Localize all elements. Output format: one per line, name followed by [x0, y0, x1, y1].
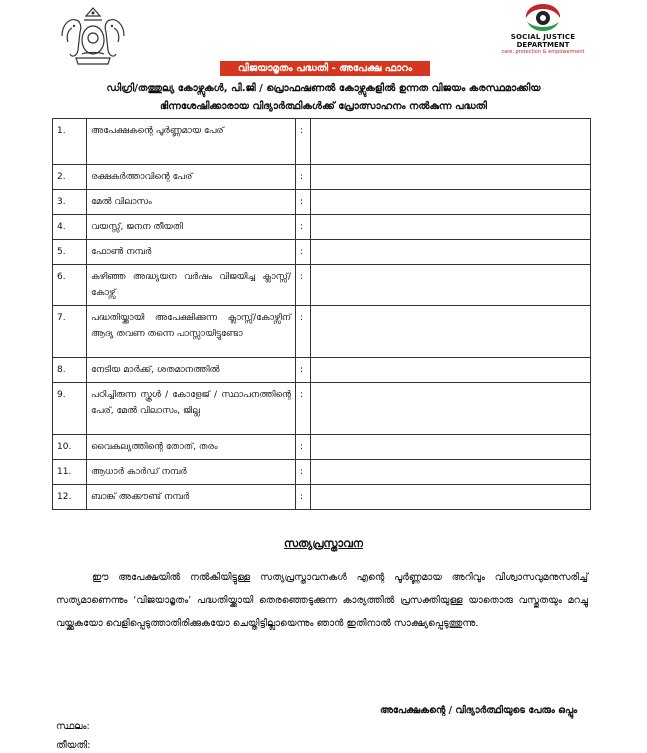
- row-colon: :: [296, 435, 311, 460]
- row-number: 4.: [53, 215, 87, 240]
- application-form-table: [52, 118, 591, 510]
- place-label: സ്ഥലം:: [56, 721, 90, 732]
- department-logo: [498, 2, 588, 55]
- form-row: [53, 358, 591, 383]
- signature-label: അപേക്ഷകന്റെ / വിദ്യാർത്ഥിയുടെ പേരും ഒപ്പും: [380, 705, 578, 716]
- row-number: 9.: [53, 383, 87, 435]
- logo-line1: SOCIAL JUSTICE: [510, 33, 576, 41]
- row-colon: :: [296, 485, 311, 510]
- declaration-body: ഈ അപേക്ഷയിൽ നൽകിയിട്ടുള്ള സത്യപ്രസ്താവനകൾ എന്റെ പൂർണ്ണമായ അറിവും വിശ്വാസവുമനുസരിച്ച് സത്യമാണെന്നും ‘വിജയാമൃതം’ പദ്ധതിയ്ക്കായി തെരഞ്ഞെടുക്കുന്ന കാര്യത്തിൽ പ്രസക്തിയുള്ള യാതൊരു വസ്തുതയും മറച്ചു വയ്ക്കുകയോ വെളിപ്പെടുത്താതിരിക്കുകയോ ചെയ്തിട്ടില്ലായെന്നും ഞാൻ ഇതിനാൽ സാക്ഷ്യപ്പെടുത്തുന്നു.: [56, 572, 588, 629]
- row-label: അപേക്ഷകന്റെ പൂർണ്ണമായ പേര്: [87, 119, 296, 165]
- row-value-field[interactable]: [311, 485, 591, 510]
- form-row: [53, 215, 591, 240]
- row-colon: :: [296, 306, 311, 358]
- row-label: ഫോൺ നമ്പർ: [87, 240, 296, 265]
- logo-line2: DEPARTMENT: [516, 41, 570, 49]
- row-number: 7.: [53, 306, 87, 358]
- row-label: രക്ഷകർത്താവിന്റെ പേര്: [87, 165, 296, 190]
- row-label: മേൽ വിലാസം: [87, 190, 296, 215]
- row-value-field[interactable]: [311, 358, 591, 383]
- form-title: വിജയാമൃതം പദ്ധതി - അപേക്ഷ ഫാറം: [220, 61, 430, 76]
- row-value-field[interactable]: [311, 119, 591, 165]
- row-colon: :: [296, 119, 311, 165]
- row-value-field[interactable]: [311, 306, 591, 358]
- form-row: [53, 165, 591, 190]
- form-row: [53, 485, 591, 510]
- row-value-field[interactable]: [311, 383, 591, 435]
- row-value-field[interactable]: [311, 435, 591, 460]
- row-value-field[interactable]: [311, 165, 591, 190]
- row-colon: :: [296, 265, 311, 306]
- row-number: 2.: [53, 165, 87, 190]
- row-label: പദ്ധതിയ്ക്കായി അപേക്ഷിക്കുന്ന ക്ലാസ്സ്/കോഴ്സിന് ആദ്യ തവണ തന്നെ പാസ്സായിട്ടുണ്ടോ: [87, 306, 296, 358]
- row-label: പഠിച്ചിരുന്ന സ്കൂൾ / കോളേജ് / സ്ഥാപനത്തിന്റെ പേര്, മേൽ വിലാസം, ജില്ല: [87, 383, 296, 435]
- row-label: കഴിഞ്ഞ അദ്ധ്യയന വർഷം വിജയിച്ച ക്ലാസ്സ്/കോഴ്സ്: [87, 265, 296, 306]
- row-value-field[interactable]: [311, 265, 591, 306]
- form-row: [53, 240, 591, 265]
- row-number: 8.: [53, 358, 87, 383]
- row-colon: :: [296, 215, 311, 240]
- logo-tagline: care, protection & empowerment: [501, 49, 585, 55]
- row-number: 5.: [53, 240, 87, 265]
- form-row: [53, 383, 591, 435]
- row-number: 11.: [53, 460, 87, 485]
- form-row: [53, 460, 591, 485]
- declaration-title: സത്യപ്രസ്താവന: [284, 537, 363, 550]
- row-number: 12.: [53, 485, 87, 510]
- subtitle-line2: ഭിന്നശേഷിക്കാരായ വിദ്യാർത്ഥികൾക്ക് പ്രോത്സാഹനം നൽകുന്ന പദ്ധതി: [160, 101, 487, 112]
- form-row: [53, 190, 591, 215]
- row-colon: :: [296, 190, 311, 215]
- row-number: 1.: [53, 119, 87, 165]
- row-label: വൈകല്യത്തിന്റെ തോത്, തരം: [87, 435, 296, 460]
- row-label: ആധാർ കാർഡ് നമ്പർ: [87, 460, 296, 485]
- social-justice-logo-icon: [523, 2, 563, 32]
- row-value-field[interactable]: [311, 215, 591, 240]
- form-row: [53, 435, 591, 460]
- kerala-emblem-icon: [58, 6, 128, 70]
- row-label: ബാങ്ക് അക്കൗണ്ട് നമ്പർ: [87, 485, 296, 510]
- row-colon: :: [296, 358, 311, 383]
- row-label: നേടിയ മാർക്ക്, ശതമാനത്തിൽ: [87, 358, 296, 383]
- row-number: 6.: [53, 265, 87, 306]
- row-label: വയസ്സ്, ജനന തീയതി: [87, 215, 296, 240]
- row-value-field[interactable]: [311, 190, 591, 215]
- row-colon: :: [296, 240, 311, 265]
- form-row: [53, 306, 591, 358]
- row-value-field[interactable]: [311, 240, 591, 265]
- row-colon: :: [296, 383, 311, 435]
- row-colon: :: [296, 460, 311, 485]
- form-row: [53, 119, 591, 165]
- row-value-field[interactable]: [311, 460, 591, 485]
- form-row: [53, 265, 591, 306]
- date-label: തീയതി:: [56, 740, 91, 751]
- row-number: 10.: [53, 435, 87, 460]
- row-colon: :: [296, 165, 311, 190]
- row-number: 3.: [53, 190, 87, 215]
- subtitle-line1: ഡിഗ്രി/തത്തുല്യ കോഴ്സുകൾ, പി.ജി / പ്രൊഫഷണൽ കോഴ്സുകളിൽ ഉന്നത വിജയം കരസ്ഥമാക്കിയ: [106, 83, 541, 94]
